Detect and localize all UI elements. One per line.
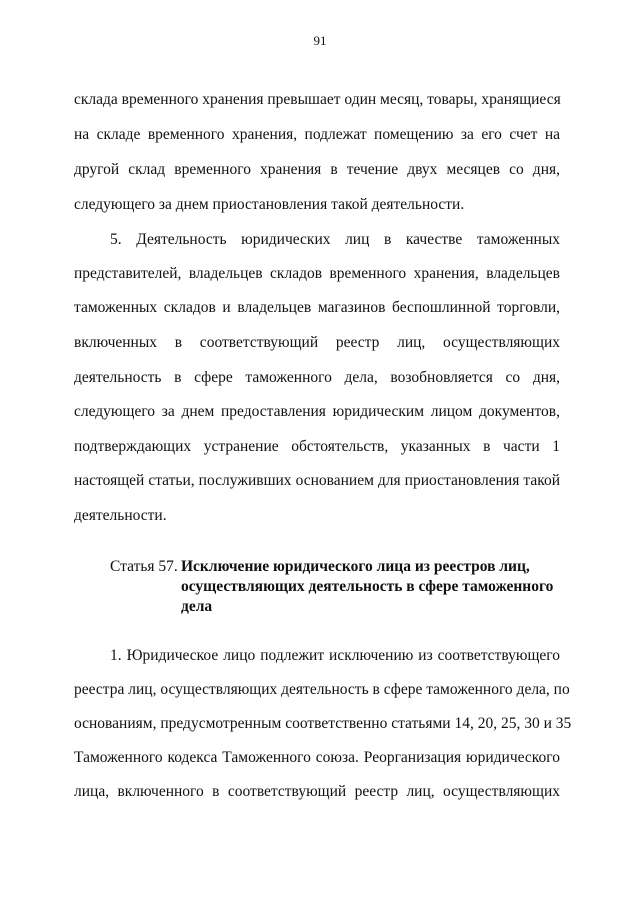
text-line: подтверждающих устранение обстоятельств, указанных в части 1 [74,438,560,455]
text-line: включенных в соответствующий реестр лиц, осуществляющих [74,334,560,351]
text-line: представителей, владельцев складов временного хранения, владельцев [74,265,560,282]
article-label: Статья 57. [110,558,178,575]
text-line: основаниям, предусмотренным соответственно статьями 14, 20, 25, 30 и 35 [74,715,572,732]
text-line: настоящей статьи, послуживших основанием для приостановления такой [74,472,560,489]
text-line: на складе временного хранения, подлежат помещению за его счет на [74,126,560,143]
text-line: деятельности. [74,507,167,524]
text-line: 5. Деятельность юридических лиц в качестве таможенных [110,231,560,248]
article-title-line: осуществляющих деятельность в сфере таможенного [181,578,554,595]
article-title-line: дела [181,598,213,615]
article-title-line: Исключение юридического лица из реестров лиц, [181,558,530,575]
text-line: другой склад временного хранения в течение двух месяцев со дня, [74,161,560,178]
text-line: таможенных складов и владельцев магазинов беспошлинной торговли, [74,299,560,316]
text-line: лица, включенного в соответствующий реестр лиц, осуществляющих [74,783,560,800]
text-line: следующего за днем предоставления юридическим лицом документов, [74,403,560,420]
page-number: 91 [313,33,327,48]
text-line: реестра лиц, осуществляющих деятельность в сфере таможенного дела, по [74,681,570,698]
text-line: следующего за днем приостановления такой деятельности. [74,196,465,213]
text-line: Таможенного кодекса Таможенного союза. Реорганизация юридического [74,749,560,766]
text-line: деятельность в сфере таможенного дела, возобновляется со дня, [74,369,560,386]
text-line: склада временного хранения превышает один месяц, товары, хранящиеся [74,91,561,108]
text-line: 1. Юридическое лицо подлежит исключению из соответствующего [110,647,560,664]
